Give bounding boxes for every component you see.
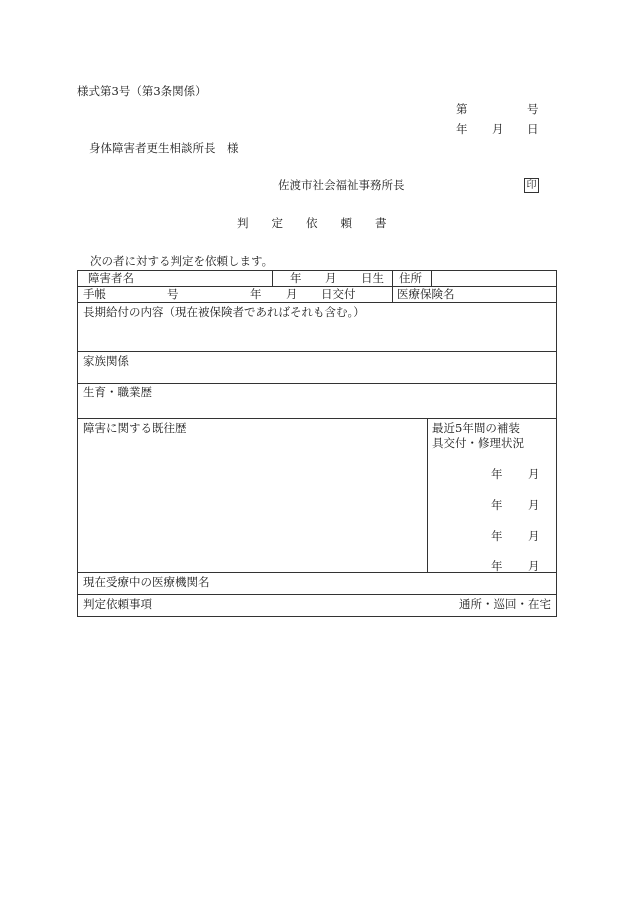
long-term-benefit-label: 長期給付の内容（現在被保険者であればそれも含む。） [83, 305, 365, 319]
equipment-label-line2: 具交付・修理状況 [432, 436, 524, 450]
address-label: 住所 [399, 271, 422, 285]
request-options: 通所・巡回・在宅 [459, 597, 551, 611]
equipment-label-line1: 最近5年間の補装 [432, 421, 520, 435]
equipment-date-year: 年 [491, 467, 503, 481]
family-label: 家族関係 [83, 354, 129, 368]
date-day-label: 日 [527, 122, 539, 136]
intro-text: 次の者に対する判定を依頼します。 [90, 254, 274, 268]
number-label-go: 号 [527, 102, 539, 116]
row-request-items [78, 595, 556, 616]
issue-year-label: 年 [250, 287, 262, 301]
techo-number-go: 号 [167, 287, 179, 301]
addressee: 身体障害者更生相談所長 様 [89, 141, 239, 155]
divider [392, 287, 393, 302]
equipment-date-month: 月 [528, 467, 540, 481]
equipment-date-month: 月 [528, 529, 540, 543]
equipment-date-year: 年 [491, 559, 503, 573]
request-form-table [77, 270, 557, 617]
equipment-date-month: 月 [528, 498, 540, 512]
date-month-label: 月 [492, 122, 504, 136]
row-name-birth-address [78, 271, 556, 287]
document-title: 判 定 依 頼 書 [237, 216, 387, 230]
row-history-equipment [78, 419, 556, 573]
current-institution-label: 現在受療中の医療機関名 [83, 575, 210, 589]
issue-day-label: 日交付 [321, 287, 356, 301]
birth-day-label: 日生 [361, 271, 384, 285]
divider [392, 271, 393, 286]
date-year-label: 年 [456, 122, 468, 136]
divider [431, 271, 432, 286]
divider [427, 419, 428, 572]
birth-year-label: 年 [290, 271, 302, 285]
history-label: 障害に関する既往歴 [83, 421, 187, 435]
form-number: 様式第3号（第3条関係） [77, 84, 207, 98]
insurance-label: 医療保険名 [397, 287, 455, 301]
divider [272, 271, 273, 286]
request-items-label: 判定依頼事項 [83, 597, 152, 611]
seal-mark: 印 [524, 178, 539, 193]
number-label-dai: 第 [456, 102, 468, 116]
issue-month-label: 月 [286, 287, 298, 301]
equipment-date-month: 月 [528, 559, 540, 573]
row-upbringing [78, 384, 556, 419]
upbringing-label: 生育・職業歴 [83, 385, 152, 399]
techo-label: 手帳 [83, 287, 106, 301]
sender: 佐渡市社会福祉事務所長 [278, 178, 405, 192]
birth-month-label: 月 [325, 271, 337, 285]
row-current-institution [78, 573, 556, 595]
equipment-date-year: 年 [491, 498, 503, 512]
row-long-term-benefit [78, 303, 556, 352]
row-techo-insurance [78, 287, 556, 303]
row-family [78, 352, 556, 384]
equipment-date-year: 年 [491, 529, 503, 543]
name-label: 障害者名 [88, 271, 134, 285]
